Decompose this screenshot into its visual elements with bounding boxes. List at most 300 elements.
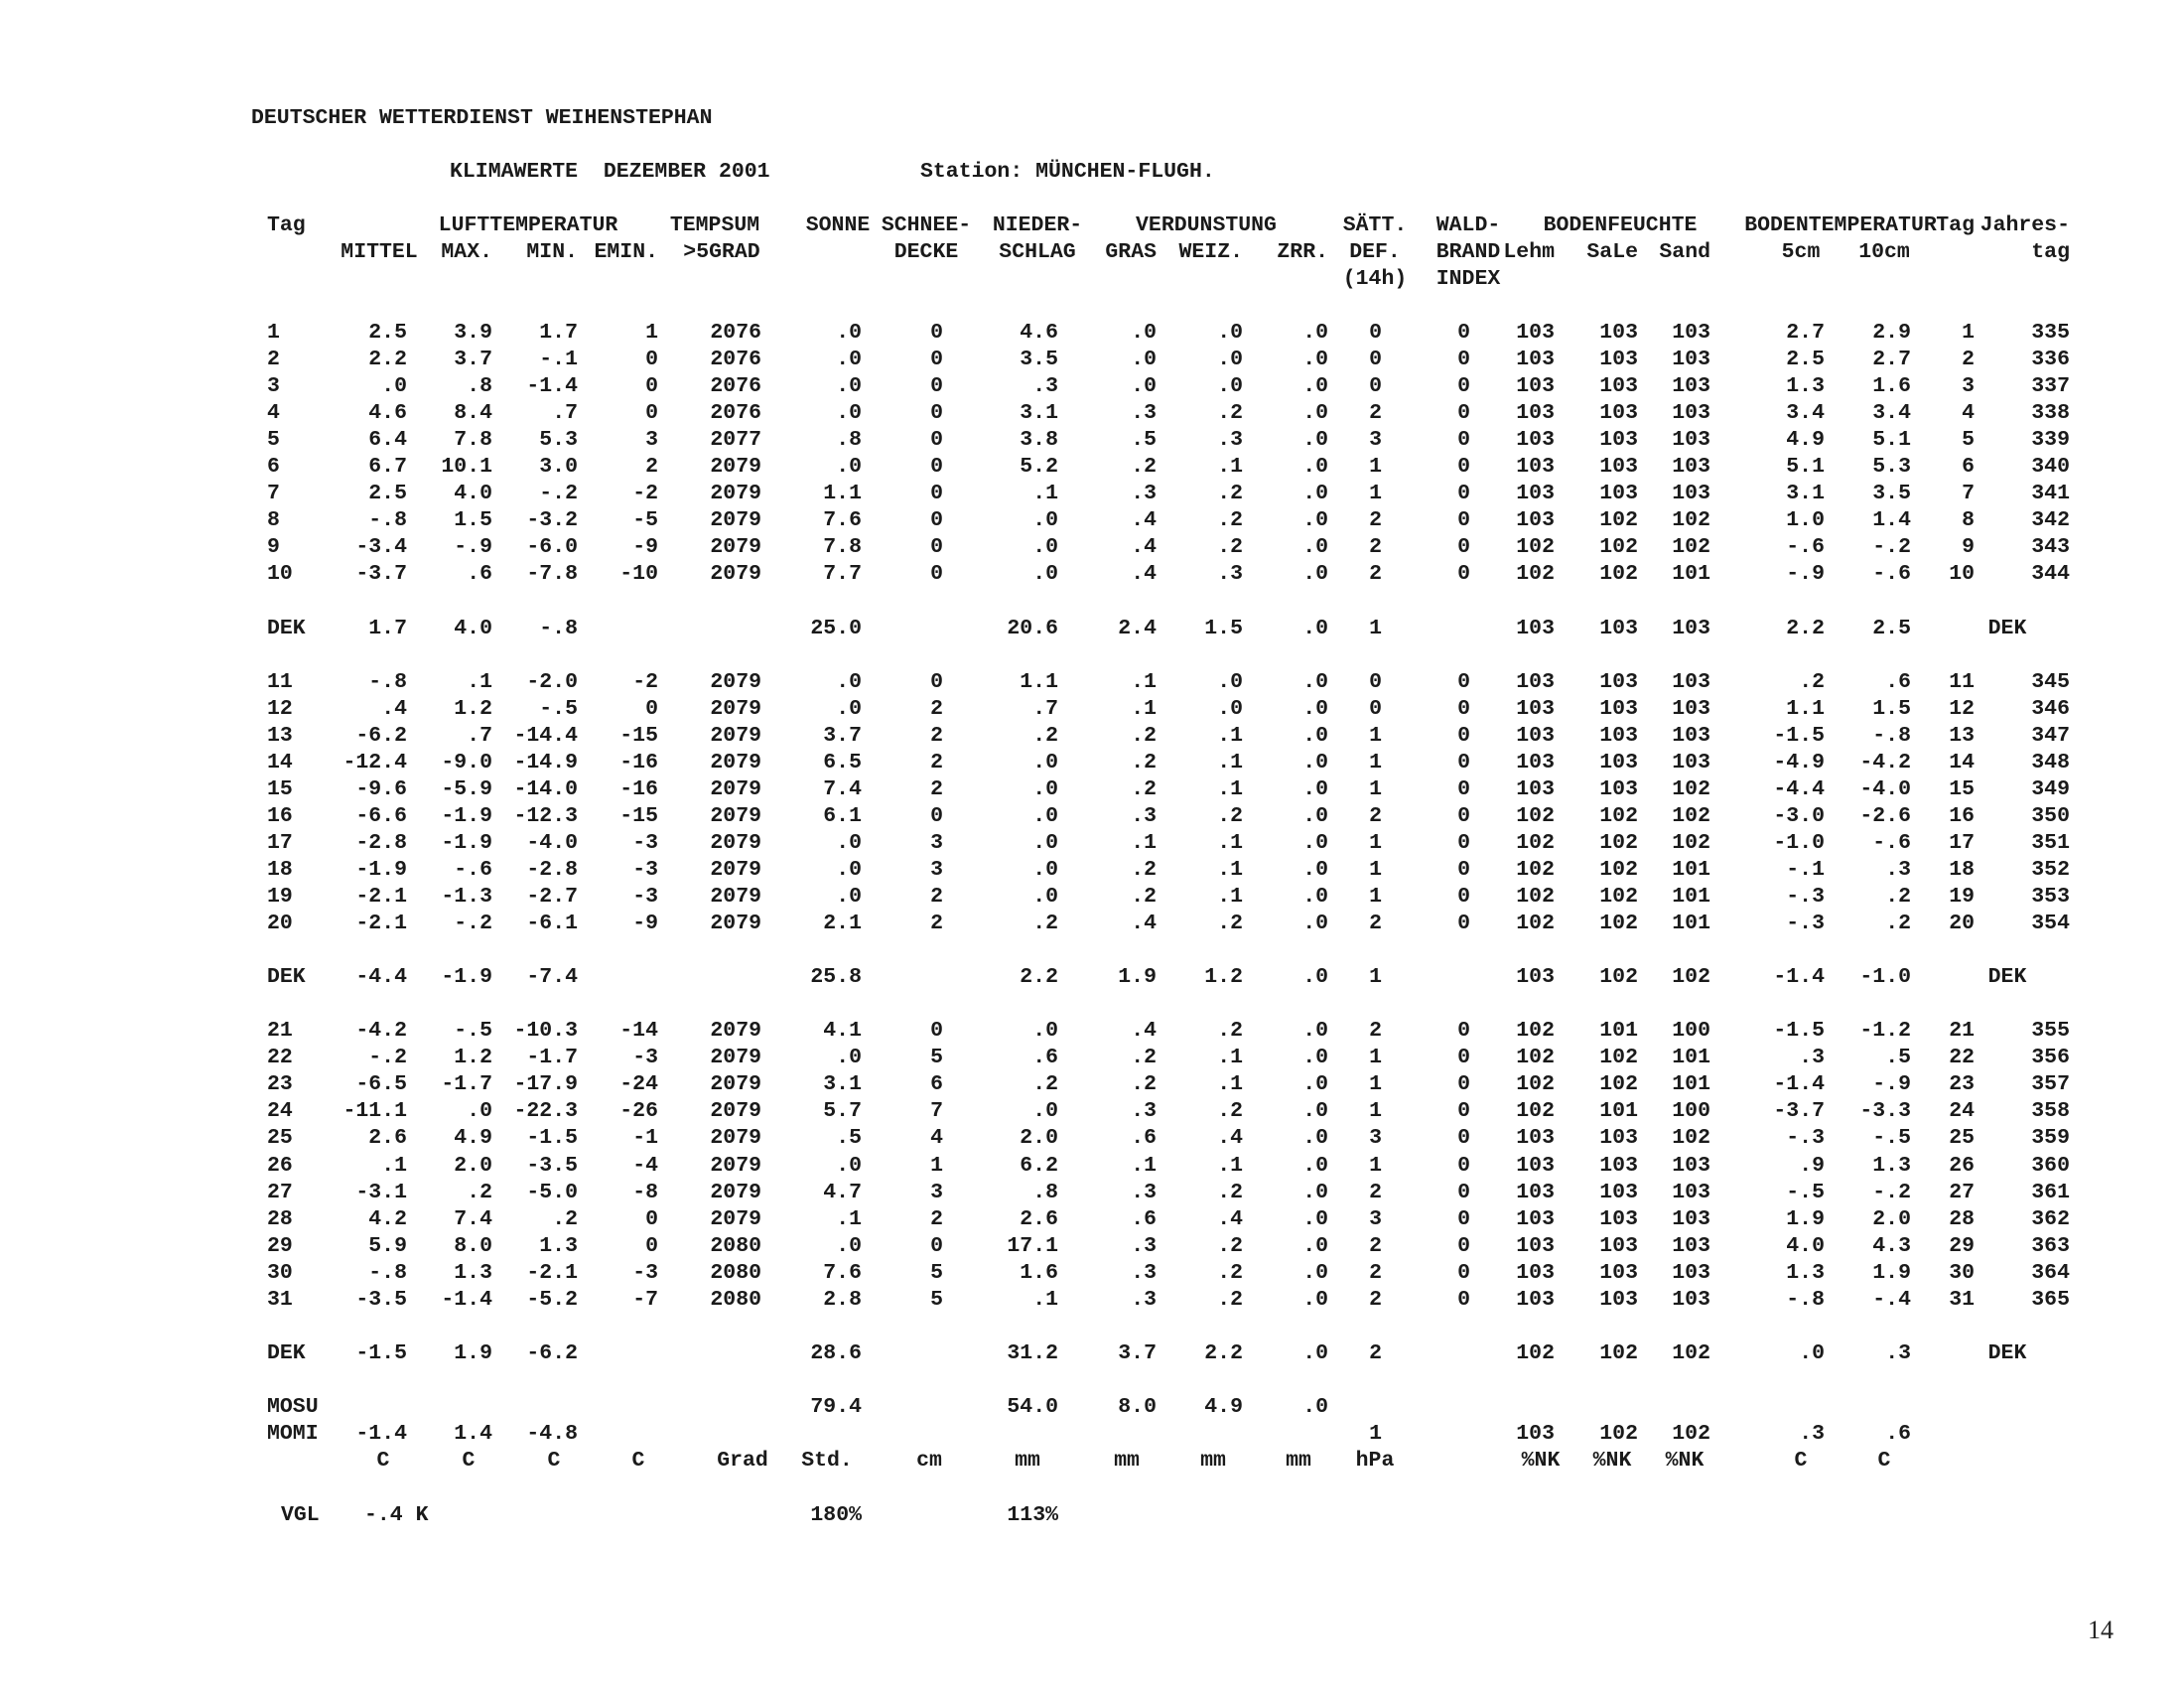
cell-jahrestag: 356 — [2031, 1046, 2070, 1069]
cell-min: -4.0 — [526, 831, 578, 855]
cell-schneedecke: 0 — [930, 804, 943, 828]
cell-tag-right: 10 — [1949, 562, 1975, 586]
cell-schneedecke: 1 — [930, 1154, 943, 1178]
cell-niederschlag: 4.6 — [1020, 321, 1058, 345]
cell-jahrestag: 353 — [2031, 885, 2070, 909]
cell-bf-sale: 103 — [1599, 374, 1638, 398]
cell-sonne: 2.1 — [823, 912, 862, 935]
cell-verd-weiz: 1.5 — [1204, 617, 1243, 640]
cell-verd-weiz: .1 — [1217, 777, 1243, 801]
cell-verd-zrr: .0 — [1302, 885, 1328, 909]
cell-bf-lehm: 103 — [1516, 1422, 1555, 1446]
cell-bt-5cm: 4.9 — [1786, 428, 1825, 452]
cell-min: -4.8 — [526, 1422, 578, 1446]
cell-min: -1.5 — [526, 1126, 578, 1150]
cell-bt-5cm: BODENTEMPERATUR — [1744, 213, 1937, 237]
cell-verd-gras: .4 — [1131, 508, 1157, 532]
cell-max: 2.0 — [454, 1154, 492, 1178]
cell-bt-10cm: 2.7 — [1872, 348, 1911, 371]
cell-bt-10cm: -4.2 — [1859, 751, 1911, 774]
cell-schneedecke: 0 — [930, 1234, 943, 1258]
cell-bf-sand: 103 — [1672, 1181, 1710, 1204]
cell-bf-lehm: 103 — [1516, 1181, 1555, 1204]
cell-tempsum: 2079 — [710, 1207, 761, 1231]
cell-verd-weiz: .2 — [1217, 401, 1243, 425]
cell-mittel: 5.9 — [368, 1234, 407, 1258]
cell-sonne: 7.6 — [823, 508, 862, 532]
cell-jahrestag: 344 — [2031, 562, 2070, 586]
cell-verd-weiz: 1.2 — [1204, 965, 1243, 989]
cell-verd-gras: .4 — [1131, 562, 1157, 586]
cell-bt-10cm: -.4 — [1872, 1288, 1911, 1312]
cell-emin: -15 — [619, 724, 658, 748]
cell-min: -7.4 — [526, 965, 578, 989]
cell-max: 1.5 — [454, 508, 492, 532]
cell-saett-def: 1 — [1369, 455, 1382, 479]
cell-bf-sale: 103 — [1599, 697, 1638, 721]
cell-bt-10cm: -.6 — [1872, 831, 1911, 855]
cell-saett-def: 1 — [1369, 1072, 1382, 1096]
cell-max: .2 — [467, 1181, 492, 1204]
cell-bt-10cm: 5.3 — [1872, 455, 1911, 479]
cell-tempsum: 2079 — [710, 858, 761, 882]
vgl-precip: 113% — [1007, 1503, 1058, 1527]
day-row — [0, 750, 2184, 776]
cell-bf-sand: 103 — [1672, 670, 1710, 694]
cell-min: -12.3 — [513, 804, 578, 828]
cell-bt-10cm: 5.1 — [1872, 428, 1911, 452]
cell-bf-sand: 102 — [1672, 965, 1710, 989]
cell-bt-10cm: -.5 — [1872, 1126, 1911, 1150]
cell-niederschlag: .2 — [1032, 912, 1058, 935]
cell-bt-5cm: 1.3 — [1786, 374, 1825, 398]
cell-sonne: .0 — [836, 1234, 862, 1258]
cell-min: -5.0 — [526, 1181, 578, 1204]
cell-verd-weiz: .1 — [1217, 751, 1243, 774]
cell-verd-gras: .5 — [1131, 428, 1157, 452]
cell-mittel: C — [376, 1449, 390, 1473]
day-row — [0, 1018, 2184, 1045]
cell-schneedecke: 2 — [930, 724, 943, 748]
cell-sonne: .8 — [836, 428, 862, 452]
cell-tag: 7 — [267, 482, 280, 505]
cell-mittel: 2.5 — [368, 321, 407, 345]
cell-bt-5cm: 5.1 — [1786, 455, 1825, 479]
cell-verd-gras: .6 — [1131, 1207, 1157, 1231]
cell-tag-right: 8 — [1962, 508, 1975, 532]
cell-emin: 0 — [645, 1234, 658, 1258]
cell-bf-sand: 103 — [1672, 1288, 1710, 1312]
cell-bt-5cm: .3 — [1799, 1046, 1825, 1069]
cell-bf-sand: 103 — [1672, 401, 1710, 425]
cell-bf-sand: 103 — [1672, 455, 1710, 479]
cell-verd-zrr: .0 — [1302, 1072, 1328, 1096]
cell-emin: 0 — [645, 348, 658, 371]
cell-bt-10cm: 4.3 — [1872, 1234, 1911, 1258]
cell-max: -1.4 — [441, 1288, 492, 1312]
day-row — [0, 803, 2184, 830]
cell-bf-sand: 103 — [1672, 1207, 1710, 1231]
cell-verd-weiz: .2 — [1217, 1234, 1243, 1258]
cell-verd-gras: .3 — [1131, 1288, 1157, 1312]
cell-sonne: .0 — [836, 401, 862, 425]
cell-niederschlag: 54.0 — [1007, 1395, 1058, 1419]
cell-niederschlag: .1 — [1032, 1288, 1058, 1312]
report-subtitle: KLIMAWERTE DEZEMBER 2001 — [450, 160, 770, 184]
cell-saett-def: 2 — [1369, 1261, 1382, 1285]
cell-max: .8 — [467, 374, 492, 398]
cell-jahrestag: 346 — [2031, 697, 2070, 721]
day-row — [0, 696, 2184, 723]
cell-bf-sale: 103 — [1599, 724, 1638, 748]
cell-bt-5cm: -1.5 — [1773, 1019, 1825, 1043]
cell-jahrestag: 350 — [2031, 804, 2070, 828]
cell-verd-zrr: .0 — [1302, 1341, 1328, 1365]
cell-bt-5cm: .9 — [1799, 1154, 1825, 1178]
cell-bf-sale: 103 — [1599, 1234, 1638, 1258]
cell-emin: -5 — [632, 508, 658, 532]
cell-bf-sale: 103 — [1599, 1126, 1638, 1150]
cell-tag: 1 — [267, 321, 280, 345]
cell-saett-def: 2 — [1369, 508, 1382, 532]
cell-bf-lehm: 102 — [1516, 858, 1555, 882]
cell-max: 4.9 — [454, 1126, 492, 1150]
cell-schneedecke: 0 — [930, 508, 943, 532]
cell-waldbrand: 0 — [1457, 1046, 1470, 1069]
cell-min: .2 — [552, 1207, 578, 1231]
units-row — [0, 1448, 2184, 1475]
cell-jahrestag: 357 — [2031, 1072, 2070, 1096]
cell-schneedecke: 2 — [930, 751, 943, 774]
cell-niederschlag: 31.2 — [1007, 1341, 1058, 1365]
cell-bf-sand: 103 — [1672, 321, 1710, 345]
cell-waldbrand: 0 — [1457, 831, 1470, 855]
cell-bf-lehm: 102 — [1516, 1046, 1555, 1069]
cell-verd-gras: .3 — [1131, 1261, 1157, 1285]
decade-summary-row — [0, 964, 2184, 991]
cell-verd-gras: .3 — [1131, 1234, 1157, 1258]
cell-max: -1.9 — [441, 804, 492, 828]
cell-sonne: 2.8 — [823, 1288, 862, 1312]
cell-emin: -26 — [619, 1099, 658, 1123]
header-row — [0, 239, 2184, 266]
page-number: 14 — [2088, 1616, 2114, 1644]
cell-bf-sand: 103 — [1672, 1234, 1710, 1258]
cell-min: -22.3 — [513, 1099, 578, 1123]
cell-bf-sand: 101 — [1672, 1046, 1710, 1069]
cell-waldbrand: 0 — [1457, 482, 1470, 505]
cell-bt-10cm: -.8 — [1872, 724, 1911, 748]
cell-sonne: 7.7 — [823, 562, 862, 586]
cell-schneedecke: 0 — [930, 670, 943, 694]
cell-verd-zrr: .0 — [1302, 482, 1328, 505]
cell-verd-zrr: mm — [1286, 1449, 1311, 1473]
cell-waldbrand: 0 — [1457, 348, 1470, 371]
cell-sonne: 4.7 — [823, 1181, 862, 1204]
cell-sonne: .1 — [836, 1207, 862, 1231]
cell-tempsum: 2079 — [710, 1126, 761, 1150]
cell-tempsum: TEMPSUM — [669, 213, 760, 237]
cell-jahrestag: 354 — [2031, 912, 2070, 935]
cell-bf-sale: 102 — [1599, 912, 1638, 935]
cell-bt-10cm: -3.3 — [1859, 1099, 1911, 1123]
cell-tag: MOMI — [267, 1422, 319, 1446]
cell-emin: -3 — [632, 885, 658, 909]
cell-sonne: SONNE — [805, 213, 871, 237]
cell-saett-def: 2 — [1369, 1341, 1382, 1365]
cell-bf-sale: 103 — [1599, 1181, 1638, 1204]
cell-max: 8.4 — [454, 401, 492, 425]
cell-bf-lehm: 103 — [1516, 1154, 1555, 1178]
cell-jahrestag: Jahres- — [1979, 213, 2070, 237]
cell-max: C — [462, 1449, 476, 1473]
cell-emin: -14 — [619, 1019, 658, 1043]
cell-bt-5cm: -4.9 — [1773, 751, 1825, 774]
cell-verd-weiz: .1 — [1217, 831, 1243, 855]
cell-niederschlag: 20.6 — [1007, 617, 1058, 640]
cell-bf-lehm: 103 — [1516, 777, 1555, 801]
cell-niederschlag: .1 — [1032, 482, 1058, 505]
cell-verd-zrr: .0 — [1302, 374, 1328, 398]
cell-saett-def: 2 — [1369, 401, 1382, 425]
cell-tempsum: 2079 — [710, 777, 761, 801]
day-row — [0, 534, 2184, 561]
cell-emin: -9 — [632, 912, 658, 935]
cell-verd-zrr: .0 — [1302, 751, 1328, 774]
cell-bf-lehm: 102 — [1516, 535, 1555, 559]
cell-bt-5cm: -.6 — [1786, 535, 1825, 559]
cell-niederschlag: .0 — [1032, 751, 1058, 774]
cell-tag-right: 22 — [1949, 1046, 1975, 1069]
cell-tag-right: 2 — [1962, 348, 1975, 371]
cell-tag-right: 14 — [1949, 751, 1975, 774]
cell-bt-10cm: .2 — [1885, 885, 1911, 909]
cell-bt-10cm: 2.5 — [1872, 617, 1911, 640]
cell-tag-right: 25 — [1949, 1126, 1975, 1150]
cell-schneedecke: 5 — [930, 1261, 943, 1285]
cell-verd-gras: .2 — [1131, 777, 1157, 801]
cell-verd-zrr: ZRR. — [1277, 240, 1328, 264]
cell-mittel: 2.6 — [368, 1126, 407, 1150]
cell-bt-5cm: 1.0 — [1786, 508, 1825, 532]
vgl-sun: 180% — [810, 1503, 862, 1527]
cell-min: -17.9 — [513, 1072, 578, 1096]
cell-bf-lehm: 103 — [1516, 1207, 1555, 1231]
cell-mittel: 6.7 — [368, 455, 407, 479]
cell-verd-gras: 2.4 — [1118, 617, 1157, 640]
day-row — [0, 347, 2184, 373]
cell-mittel: -2.1 — [355, 912, 407, 935]
cell-min: -3.2 — [526, 508, 578, 532]
cell-bf-sale: 103 — [1599, 1154, 1638, 1178]
cell-tag: 28 — [267, 1207, 293, 1231]
cell-verd-zrr: .0 — [1302, 535, 1328, 559]
cell-tag-right: 9 — [1962, 535, 1975, 559]
cell-jahrestag: 351 — [2031, 831, 2070, 855]
cell-saett-def: DEF. — [1349, 240, 1401, 264]
cell-tempsum: 2079 — [710, 1181, 761, 1204]
cell-jahrestag: 361 — [2031, 1181, 2070, 1204]
cell-tag: 26 — [267, 1154, 293, 1178]
cell-verd-weiz: .4 — [1217, 1207, 1243, 1231]
cell-waldbrand: 0 — [1457, 1154, 1470, 1178]
cell-bt-10cm: 1.5 — [1872, 697, 1911, 721]
cell-bt-10cm: -2.6 — [1859, 804, 1911, 828]
cell-bf-sale: 102 — [1599, 885, 1638, 909]
cell-tag: 9 — [267, 535, 280, 559]
cell-emin: 0 — [645, 697, 658, 721]
cell-min: -.8 — [539, 617, 578, 640]
day-row — [0, 1287, 2184, 1314]
cell-tag-right: 11 — [1949, 670, 1975, 694]
cell-saett-def: 0 — [1369, 348, 1382, 371]
cell-min: -6.2 — [526, 1341, 578, 1365]
cell-bt-5cm: 3.4 — [1786, 401, 1825, 425]
cell-bf-sale: 101 — [1599, 1019, 1638, 1043]
cell-verd-gras: .1 — [1131, 831, 1157, 855]
cell-sonne: 4.1 — [823, 1019, 862, 1043]
cell-waldbrand: 0 — [1457, 1126, 1470, 1150]
cell-emin: -1 — [632, 1126, 658, 1150]
cell-bf-lehm: 103 — [1516, 1261, 1555, 1285]
cell-niederschlag: .0 — [1032, 885, 1058, 909]
cell-tempsum: 2079 — [710, 804, 761, 828]
cell-verd-zrr: .0 — [1302, 1099, 1328, 1123]
cell-bf-sale: 103 — [1599, 617, 1638, 640]
cell-mittel: -4.2 — [355, 1019, 407, 1043]
cell-schneedecke: 3 — [930, 1181, 943, 1204]
cell-mittel: -1.9 — [355, 858, 407, 882]
cell-waldbrand: 0 — [1457, 1234, 1470, 1258]
cell-tag-right: 31 — [1949, 1288, 1975, 1312]
cell-tag: 11 — [267, 670, 293, 694]
cell-jahrestag: 339 — [2031, 428, 2070, 452]
cell-sonne: Std. — [801, 1449, 853, 1473]
cell-tempsum: >5GRAD — [683, 240, 760, 264]
cell-bt-10cm: 3.5 — [1872, 482, 1911, 505]
cell-tag-right: 4 — [1962, 401, 1975, 425]
cell-mittel: .4 — [381, 697, 407, 721]
cell-min: .7 — [552, 401, 578, 425]
cell-niederschlag: NIEDER- — [992, 213, 1083, 237]
cell-tag: 21 — [267, 1019, 293, 1043]
cell-mittel: -3.7 — [355, 562, 407, 586]
cell-emin: -3 — [632, 831, 658, 855]
cell-tempsum: 2076 — [710, 401, 761, 425]
cell-verd-weiz: .1 — [1217, 885, 1243, 909]
month-summary-row — [0, 1421, 2184, 1448]
cell-verd-weiz: .2 — [1217, 482, 1243, 505]
cell-jahrestag: 347 — [2031, 724, 2070, 748]
cell-verd-gras: .3 — [1131, 804, 1157, 828]
cell-schneedecke: 2 — [930, 777, 943, 801]
cell-emin: EMIN. — [594, 240, 658, 264]
cell-verd-zrr: .0 — [1302, 1288, 1328, 1312]
cell-mittel: -12.4 — [342, 751, 407, 774]
cell-bt-5cm: 3.1 — [1786, 482, 1825, 505]
cell-sonne: .0 — [836, 1154, 862, 1178]
cell-saett-def: 2 — [1369, 562, 1382, 586]
cell-verd-zrr: .0 — [1302, 912, 1328, 935]
cell-verd-zrr: .0 — [1302, 1126, 1328, 1150]
cell-waldbrand: 0 — [1457, 1072, 1470, 1096]
cell-bf-sand: 102 — [1672, 508, 1710, 532]
cell-saett-def: 2 — [1369, 912, 1382, 935]
cell-schneedecke: cm — [916, 1449, 942, 1473]
cell-saett-def: 3 — [1369, 428, 1382, 452]
cell-tag: 5 — [267, 428, 280, 452]
day-row — [0, 776, 2184, 803]
cell-min: -14.9 — [513, 751, 578, 774]
cell-saett-def: 2 — [1369, 804, 1382, 828]
cell-bf-lehm: 102 — [1516, 562, 1555, 586]
cell-tempsum: 2080 — [710, 1234, 761, 1258]
cell-bt-5cm: -3.0 — [1773, 804, 1825, 828]
cell-tag: 17 — [267, 831, 293, 855]
header-row — [0, 212, 2184, 239]
cell-waldbrand: 0 — [1457, 321, 1470, 345]
cell-tag: 23 — [267, 1072, 293, 1096]
cell-bf-sale: 101 — [1599, 1099, 1638, 1123]
cell-tempsum: 2079 — [710, 1019, 761, 1043]
cell-niederschlag: 3.5 — [1020, 348, 1058, 371]
cell-saett-def: 1 — [1369, 1422, 1382, 1446]
cell-mittel: -.8 — [368, 670, 407, 694]
cell-niederschlag: .2 — [1032, 724, 1058, 748]
cell-jahrestag: 364 — [2031, 1261, 2070, 1285]
cell-bf-sale: 102 — [1599, 965, 1638, 989]
cell-sonne: 79.4 — [810, 1395, 862, 1419]
cell-sonne: 7.8 — [823, 535, 862, 559]
cell-saett-def: 1 — [1369, 777, 1382, 801]
cell-bt-5cm: -1.5 — [1773, 724, 1825, 748]
cell-saett-def: 3 — [1369, 1207, 1382, 1231]
cell-bt-10cm: -.2 — [1872, 1181, 1911, 1204]
cell-tag: 27 — [267, 1181, 293, 1204]
cell-tag-right: 13 — [1949, 724, 1975, 748]
cell-schneedecke: 0 — [930, 321, 943, 345]
cell-min: -5.2 — [526, 1288, 578, 1312]
cell-niederschlag: .0 — [1032, 562, 1058, 586]
cell-schneedecke: DECKE — [893, 240, 959, 264]
cell-sonne: 5.7 — [823, 1099, 862, 1123]
cell-tag: 18 — [267, 858, 293, 882]
cell-mittel: -.8 — [368, 508, 407, 532]
cell-max: 7.4 — [454, 1207, 492, 1231]
cell-verd-gras: 1.9 — [1118, 965, 1157, 989]
cell-max: .1 — [467, 670, 492, 694]
cell-waldbrand: 0 — [1457, 562, 1470, 586]
cell-mittel: -.8 — [368, 1261, 407, 1285]
cell-tag-right: Tag — [1936, 213, 1975, 237]
cell-tag-right: DEK — [1987, 1341, 2027, 1365]
cell-tag-right: 24 — [1949, 1099, 1975, 1123]
day-row — [0, 561, 2184, 588]
cell-bt-5cm: .3 — [1799, 1422, 1825, 1446]
cell-bf-sale: 103 — [1599, 777, 1638, 801]
cell-schneedecke: 0 — [930, 455, 943, 479]
cell-bf-sale: 102 — [1599, 508, 1638, 532]
cell-waldbrand: 0 — [1457, 374, 1470, 398]
cell-tag: 2 — [267, 348, 280, 371]
cell-min: -2.8 — [526, 858, 578, 882]
cell-tempsum: 2076 — [710, 374, 761, 398]
cell-schneedecke: 3 — [930, 858, 943, 882]
cell-verd-weiz: .1 — [1217, 1154, 1243, 1178]
cell-verd-zrr: .0 — [1302, 1019, 1328, 1043]
day-row — [0, 830, 2184, 857]
cell-max: 3.7 — [454, 348, 492, 371]
